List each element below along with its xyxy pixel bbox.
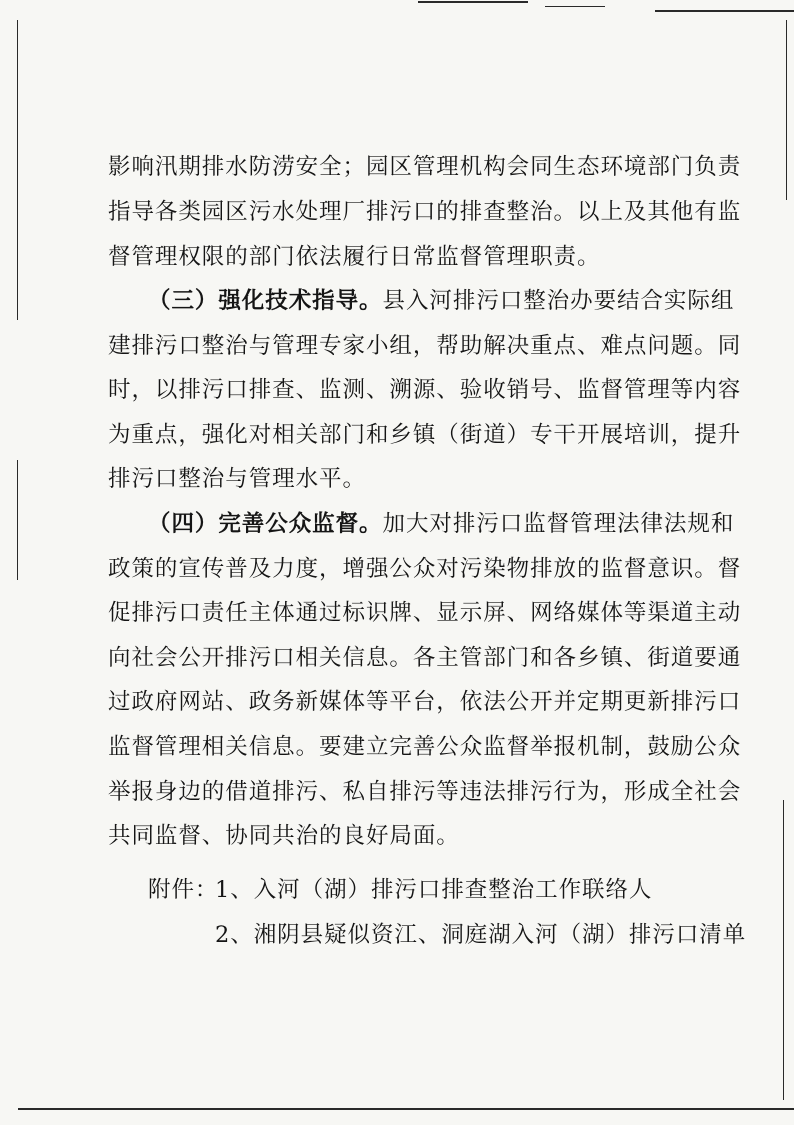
- section-3-first-line-text: 县入河排污口整治办要结合实际组: [382, 288, 735, 314]
- scan-mark-top: [418, 1, 528, 3]
- scan-mark-right: [786, 20, 787, 200]
- attachment-item-2: 2、湘阴县疑似资江、洞庭湖入河（湖）排污口清单: [215, 922, 747, 948]
- text-line: 影响汛期排水防涝安全；园区管理机构会同生态环境部门负责: [108, 154, 742, 180]
- section-3-heading: （三）强化技术指导。: [148, 288, 383, 314]
- scan-mark-right-2: [783, 800, 784, 1100]
- text-line: 政策的宣传普及力度，增强公众对污染物排放的监督意识。督: [108, 556, 742, 582]
- text-line: 监督管理相关信息。要建立完善公众监督举报机制，鼓励公众: [108, 734, 742, 760]
- scan-mark-top-dash: [545, 6, 605, 7]
- text-line: 过政府网站、政务新媒体等平台，依法公开并定期更新排污口: [108, 689, 742, 715]
- scan-mark-top-right: [655, 10, 794, 12]
- text-line: 指导各类园区污水处理厂排污口的排查整治。以上及其他有监: [108, 199, 742, 225]
- scan-mark-bottom: [18, 1108, 794, 1110]
- section-3-first-line: [148, 289, 734, 313]
- scan-mark-left-2: [17, 460, 18, 580]
- section-4-first-line-text: 加大对排污口监督管理法律法规和: [382, 511, 735, 537]
- text-line: 时，以排污口排查、监测、溯源、验收销号、监督管理等内容: [108, 377, 742, 403]
- section-4-heading: （四）完善公众监督。: [148, 511, 383, 537]
- text-line: 促排污口责任主体通过标识牌、显示屏、网络媒体等渠道主动: [108, 600, 742, 626]
- attachment-item-1: 1、入河（湖）排污口排查整治工作联络人: [215, 877, 653, 903]
- scan-mark-left: [17, 20, 18, 320]
- attachment-label: 附件：: [148, 877, 219, 903]
- text-line: 向社会公开排污口相关信息。各主管部门和各乡镇、街道要通: [108, 645, 742, 671]
- text-line: 举报身边的借道排污、私自排污等违法排污行为，形成全社会: [108, 779, 742, 805]
- text-line: 共同监督、协同共治的良好局面。: [108, 823, 460, 849]
- text-line: 建排污口整治与管理专家小组，帮助解决重点、难点问题。同: [108, 333, 742, 359]
- text-line: 为重点，强化对相关部门和乡镇（街道）专干开展培训，提升: [108, 422, 742, 448]
- text-line: 督管理权限的部门依法履行日常监督管理职责。: [108, 244, 601, 270]
- section-4-first-line: [148, 512, 734, 536]
- text-line: 排污口整治与管理水平。: [108, 466, 366, 492]
